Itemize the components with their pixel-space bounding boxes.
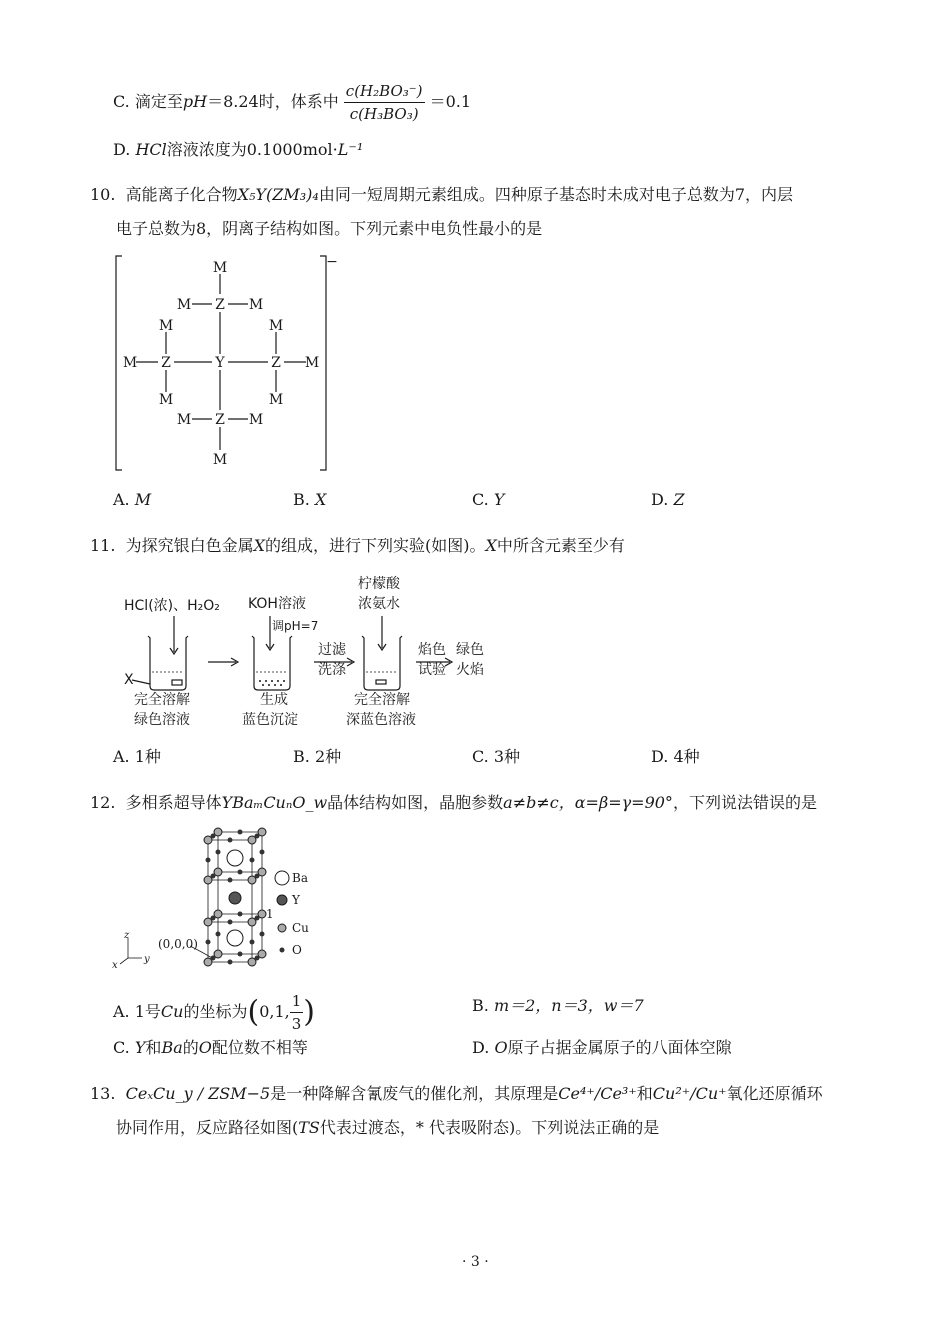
q10-option-a[interactable]: A. M [113,490,152,509]
step-wash: 洗涤 [318,662,346,678]
axis-x: x [112,960,118,971]
flame-test-2: 试验 [418,662,446,678]
axis-y: y [144,954,150,965]
step-filter: 过滤 [318,642,346,658]
q12-crystal-structure [112,822,332,972]
atom-m: M [158,318,174,334]
q13-stem-line1: 13. CeₓCu_y / ZSM−5是一种降解含氰废气的催化剂，其原理是Ce⁴⁺/Ce³⁺和Cu²⁺/Cu⁺氧化还原循环 [90,1084,823,1103]
caption-1b: 绿色溶液 [134,712,190,728]
atom-m: M [176,412,192,428]
q10-option-c[interactable]: C. Y [472,490,505,509]
result-green: 绿色 [456,642,484,658]
axis-z: z [124,930,130,941]
legend-cu: Cu [292,921,309,935]
q9-option-d: D. HCl溶液浓度为0.1000mol·L⁻¹ [113,140,364,159]
q9-option-c: C. 滴定至pH＝8.24时，体系中 $\frac{\text{c(H₂BO₃⁻)}}{\text{c(H₃BO₃)}}$ ＝0.1 [113,82,472,123]
atom-m: M [158,392,174,408]
q12-option-a[interactable]: A. 1号Cu的坐标为(0,1, $\frac{1}{3}$ ) [113,992,315,1033]
legend-y: Y [292,893,300,907]
atom-z: Z [215,297,225,313]
atom-z: Z [215,412,225,428]
q11-option-c[interactable]: C. 3种 [472,747,521,766]
q9-ratio-fraction: $\frac{\text{c(H₂BO₃⁻)}}{\text{c(H₃BO₃)}}$ [345,82,423,123]
atom-m: M [248,412,264,428]
residue [376,680,386,684]
atom-m: M [212,260,228,276]
caption-2b: 蓝色沉淀 [242,712,298,728]
page-number: · 3 · [462,1254,489,1270]
atom-m: M [268,392,284,408]
q11-experiment-diagram [112,568,512,734]
origin-label: (0,0,0) [158,937,198,951]
atom-m: M [268,318,284,334]
left-bracket [116,256,122,470]
atom-m: M [176,297,192,313]
result-flame: 火焰 [456,662,484,678]
atom-m: M [122,355,138,371]
q13-stem-line2: 协同作用，反应路径如图(TS代表过渡态，* 代表吸附态)。下列说法正确的是 [116,1118,660,1137]
q10-stem-line1: 10. 高能离子化合物X₅Y(ZM₃)₄由同一短周期元素组成。四种原子基态时未成对电子总数为7，内层 [90,185,794,204]
q12-option-c[interactable]: C. Y和Ba的O配位数不相等 [113,1038,308,1057]
q11-stem: 11. 为探究银白色金属X的组成，进行下列实验(如图)。X中所含元素至少有 [90,536,625,555]
q10-option-b[interactable]: B. X [293,490,327,509]
atom-z: Z [271,355,281,371]
marker-1: 1 [266,907,274,921]
caption-1a: 完全溶解 [134,692,190,708]
anion-charge: − [326,254,338,270]
atom-z: Z [161,355,171,371]
reagent-hcl-h2o2: HCl(浓)、H₂O₂ [124,598,220,614]
q11-option-a[interactable]: A. 1种 [113,747,161,766]
atom-m: M [212,452,228,468]
q10-stem-line2: 电子总数为8，阴离子结构如图。下列元素中电负性最小的是 [116,219,543,238]
q12-option-d[interactable]: D. O原子占据金属原子的八面体空隙 [472,1038,732,1057]
atom-m: M [304,355,320,371]
caption-3b: 深蓝色溶液 [346,712,416,728]
atom-y: Y [215,355,225,371]
q12-option-b[interactable]: B. m＝2，n＝3，w＝7 [472,996,644,1015]
q10-option-d[interactable]: D. Z [651,490,685,509]
legend-ba: Ba [292,871,308,885]
q11-option-b[interactable]: B. 2种 [293,747,342,766]
metal-x-label: X [124,672,134,688]
reagent-ph: 调pH=7 [272,619,319,633]
caption-3a: 完全溶解 [354,692,410,708]
q11-option-d[interactable]: D. 4种 [651,747,700,766]
flame-test-1: 焰色 [418,642,446,658]
metal-x-piece [172,680,182,685]
q12-stem: 12. 多相系超导体YBaₘCuₙO_w晶体结构如图，晶胞参数a≠b≠c，α=β=γ=90°，下列说法错误的是 [90,793,817,812]
right-bracket [320,256,326,470]
legend-o: O [292,943,302,957]
reagent-citric-acid: 柠檬酸 [358,576,400,592]
atom-m: M [248,297,264,313]
reagent-ammonia: 浓氨水 [358,596,400,612]
reagent-koh: KOH溶液 [248,596,306,612]
q10-anion-structure [110,252,350,476]
caption-2a: 生成 [260,692,288,708]
